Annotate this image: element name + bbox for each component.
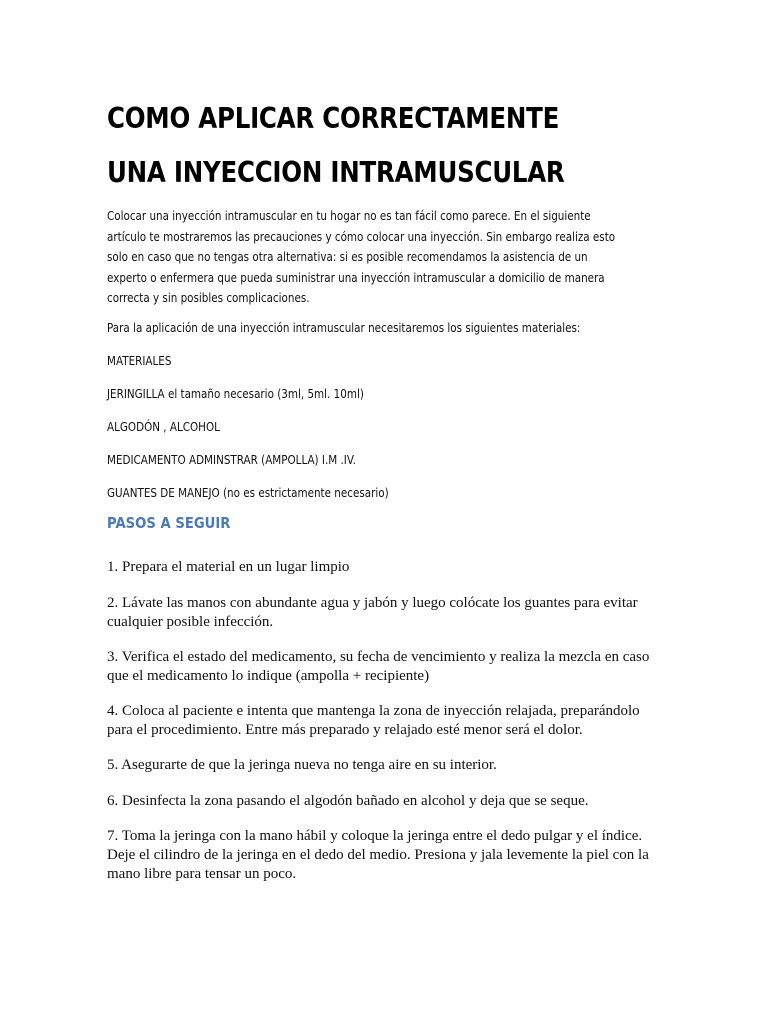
material-item: ALGODÓN , ALCOHOL xyxy=(107,419,220,434)
step-line: 7. Toma la jeringa con la mano hábil y coloque la jeringa entre el dedo pulgar y el índice. xyxy=(107,828,643,844)
step-line: que el medicamento lo indique (ampolla + recipiente) xyxy=(107,668,430,684)
step-item xyxy=(107,648,649,686)
step-item xyxy=(107,792,589,811)
material-item: JERINGILLA el tamaño necesario (3ml, 5ml. 10ml) xyxy=(107,386,364,401)
step-line: para el procedimiento. Entre más preparado y relajado esté menor será el dolor. xyxy=(107,722,583,738)
step-line: cualquier posible infección. xyxy=(107,614,274,630)
materials-intro: Para la aplicación de una inyección intramuscular necesitaremos los siguientes materiales: xyxy=(107,320,581,335)
materials-heading: MATERIALES xyxy=(107,353,172,368)
intro-line: experto o enfermera que pueda suministrar una inyección intramuscular a domicilio de manera xyxy=(107,269,605,285)
material-item: GUANTES DE MANEJO (no es estrictamente necesario) xyxy=(107,485,389,500)
step-line: 5. Asegurarte de que la jeringa nueva no tenga aire en su interior. xyxy=(107,757,497,773)
document-title xyxy=(107,92,640,200)
step-line: 4. Coloca al paciente e intenta que mantenga la zona de inyección relajada, preparándolo xyxy=(107,703,640,719)
title-line: UNA INYECCION INTRAMUSCULAR xyxy=(107,156,565,189)
step-line: 2. Lávate las manos con abundante agua y jabón y luego colócate los guantes para evitar xyxy=(107,595,638,611)
steps-heading: PASOS A SEGUIR xyxy=(107,514,231,532)
intro-line: artículo te mostraremos las precauciones y cómo colocar una inyección. Sin embargo realiza esto xyxy=(107,228,616,244)
step-line: 1. Prepara el material en un lugar limpio xyxy=(107,559,350,575)
intro-line: solo en caso que no tengas otra alternativa: si es posible recomendamos la asistencia de un xyxy=(107,249,588,264)
step-item xyxy=(107,594,638,632)
step-item xyxy=(107,827,649,884)
step-line: Deje el cilindro de la jeringa en el dedo del medio. Presiona y jala levemente la piel con la xyxy=(107,847,649,863)
intro-line: Colocar una inyección intramuscular en tu hogar no es tan fácil como parece. En el siguiente xyxy=(107,208,591,223)
step-line: mano libre para tensar un poco. xyxy=(107,866,297,882)
step-item xyxy=(107,558,349,577)
step-item xyxy=(107,756,497,775)
material-item: MEDICAMENTO ADMINSTRAR (AMPOLLA) I.M .IV. xyxy=(107,452,356,467)
intro-paragraph xyxy=(107,206,615,309)
title-line: COMO APLICAR CORRECTAMENTE xyxy=(107,102,560,135)
step-item xyxy=(107,702,640,740)
step-line: 6. Desinfecta la zona pasando el algodón bañado en alcohol y deja que se seque. xyxy=(107,793,589,809)
intro-line: correcta y sin posibles complicaciones. xyxy=(107,290,310,305)
step-line: 3. Verifica el estado del medicamento, su fecha de vencimiento y realiza la mezcla en caso xyxy=(107,649,650,665)
